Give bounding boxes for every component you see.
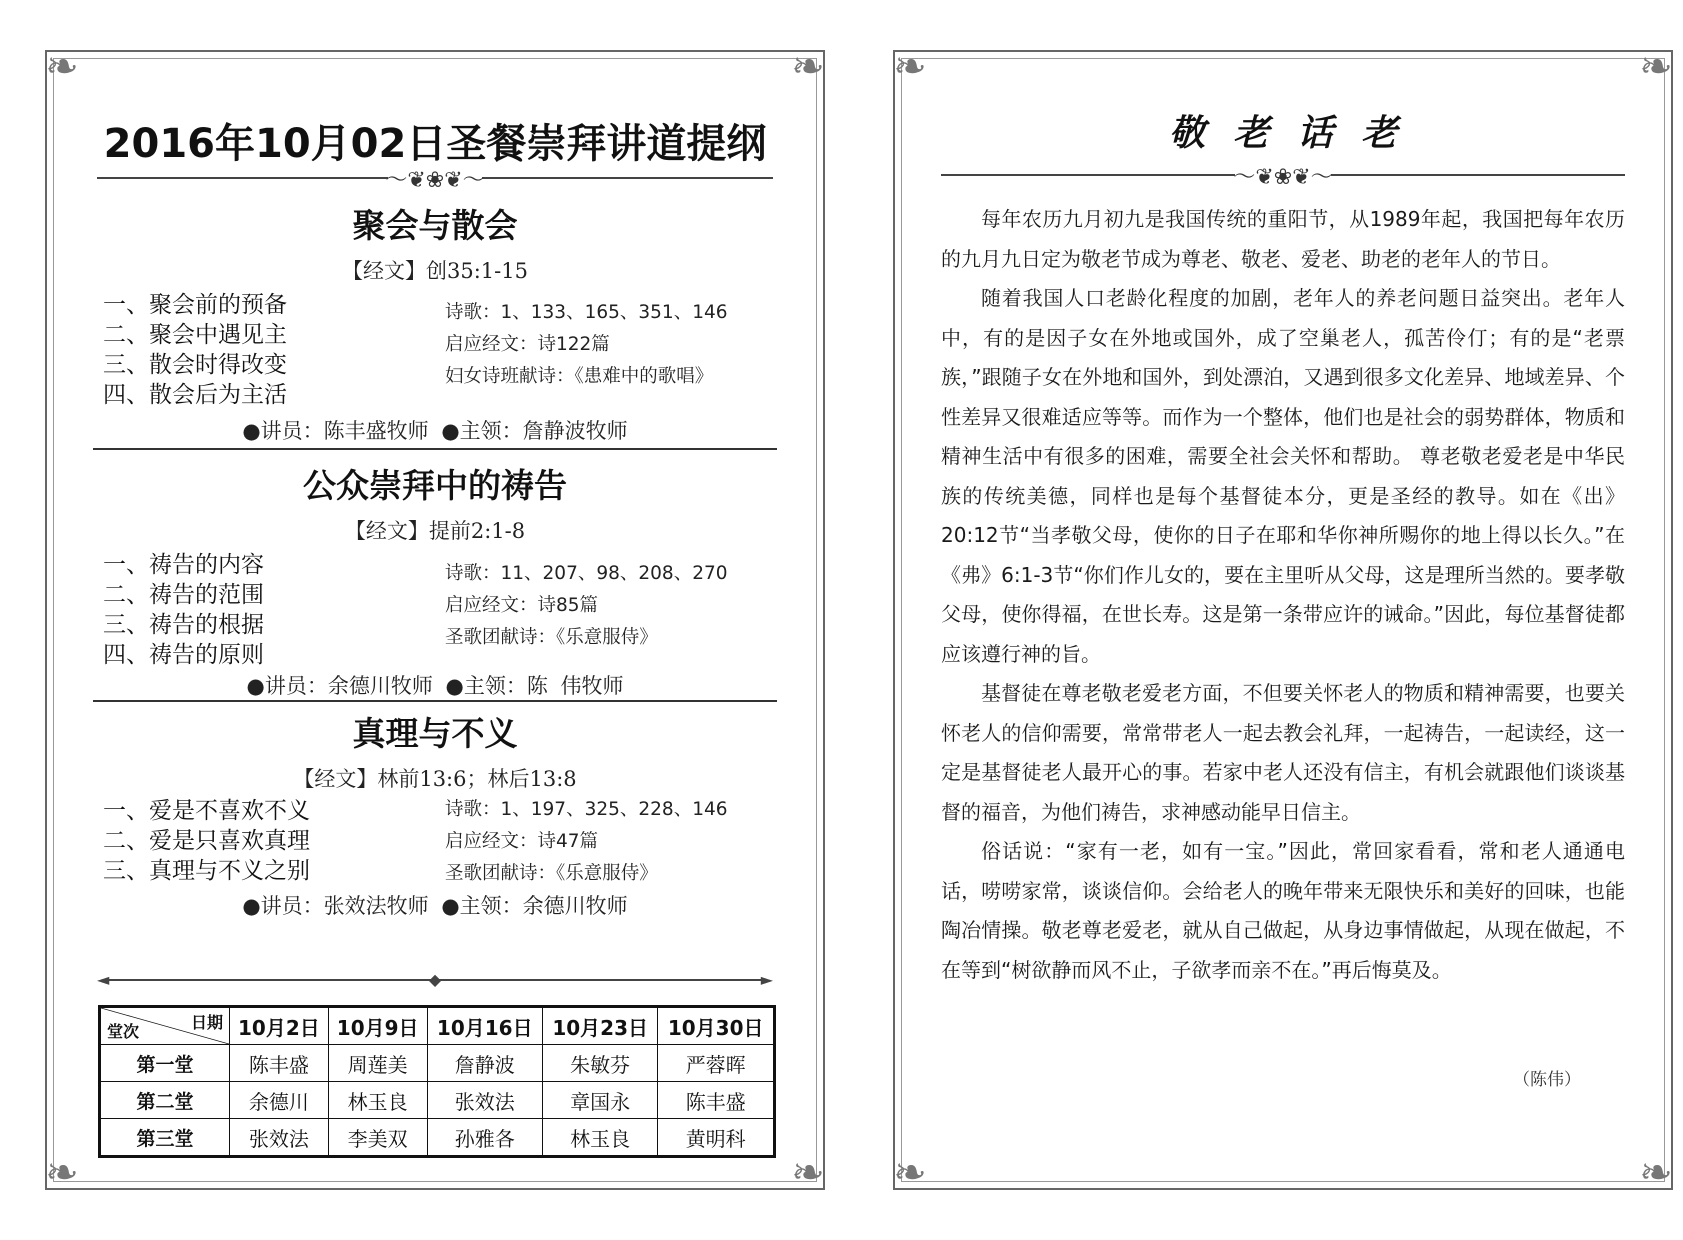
table-cell: 陈丰盛 [230, 1045, 329, 1082]
date-header: 10月23日 [542, 1007, 657, 1045]
corner-ornament-icon: ❧ [1639, 44, 1673, 90]
hymn-info [445, 297, 728, 393]
scripture-ref: 【经文】提前2:1-8 [344, 519, 526, 543]
corner-ornament-icon: ❧ [45, 1150, 79, 1196]
scripture-ref: 【经文】林前13:6；林后13:8 [293, 767, 577, 791]
table-cell: 李美双 [328, 1119, 427, 1157]
table-cell: 朱敏芬 [542, 1045, 657, 1082]
outline-item: 三、真理与不义之别 [103, 858, 310, 884]
article-paragraph: 俗话说：“家有一老，如有一宝。”因此，常回家看看，常和老人通通电话，唠唠家常，谈谈信仰。会给老人的晚年带来无限快乐和美好的回味，也能陶冶情操。敬老尊老爱老，就从自己做起，从身边事情做起，从现在做起，不在等到“树欲静而风不止，子欲孝而亲不在。”再后悔莫及。 [941, 839, 1625, 982]
diamond-icon: ◆ [428, 970, 442, 989]
preacher-schedule-table [98, 1005, 776, 1158]
hymn-line: 妇女诗班献诗：《患难中的歌唱》 [445, 366, 714, 387]
speaker-line: ●讲员：余德川牧师 ●主领：陈 伟牧师 [246, 674, 624, 698]
table-header-row [100, 1007, 775, 1045]
title-ornament-divider [941, 160, 1625, 190]
sermon-outline [103, 290, 287, 410]
arrow-divider [97, 970, 773, 990]
corner-ornament-icon: ❧ [791, 44, 825, 90]
arrow-right-icon: ► [760, 970, 773, 989]
article-paragraph: 基督徒在尊老敬老爱老方面，不但要关怀老人的物质和精神需要，也要关怀老人的信仰需要，常常带老人一起去教会礼拜，一起祷告，一起读经，这一定是基督徒老人最开心的事。若家中老人还没有信主，有机会就跟他们谈谈基督的福音，为他们祷告，求神感动能早日信主。 [941, 681, 1625, 824]
article-paragraph: 随着我国人口老龄化程度的加剧，老年人的养老问题日益突出。老年人中，有的是因子女在外地或国外，成了空巢老人，孤苦伶仃；有的是“老票族，”跟随子女在外地和国外，到处漂泊，又遇到很多文化差异、地域差异、个性差异又很难适应等等。而作为一个整体，他们也是社会的弱势群体，物质和精神生活中有很多的困难，需要全社会关怀和帮助。 尊老敬老爱老是中华民族的传统美德，同样也是每个基督徒本分，更是圣经的教导。如在《出》20:12节“当孝敬父母，使你的日子在耶和华你神所赐你的地上得以长久。”在《弗》6:1-3节“你们作儿女的，要在主里听从父母，这是理所当然的。要孝敬父母，使你得福，在世长寿。这是第一条带应许的诫命。”因此，每位基督徒都应该遵行神的旨。 [941, 286, 1625, 666]
sermon-outline [103, 550, 264, 670]
table-cell: 林玉良 [328, 1082, 427, 1119]
article-paragraph: 每年农历九月初九是我国传统的重阳节，从1989年起，我国把每年农历的九月九日定为敬老节成为尊老、敬老、爱老、助老的老年人的节日。 [941, 207, 1625, 271]
date-header: 10月30日 [658, 1007, 775, 1045]
service-label: 第三堂 [100, 1119, 230, 1157]
outline-item: 三、祷告的根据 [103, 612, 264, 638]
table-row [100, 1082, 775, 1119]
hymn-info [445, 794, 728, 890]
outline-item: 二、爱是只喜欢真理 [103, 828, 310, 854]
outline-item: 四、祷告的原则 [103, 642, 264, 668]
flourish-icon: ～❦❀❦～ [385, 168, 485, 193]
table-cell: 张效法 [427, 1082, 542, 1119]
sermon-3 [95, 708, 775, 948]
table-cell: 余德川 [230, 1082, 329, 1119]
hymn-line: 诗歌：1、197、325、228、146 [445, 799, 728, 820]
sermon-title: 聚会与散会 [352, 206, 518, 245]
hymn-line: 诗歌：11、207、98、208、270 [445, 563, 728, 584]
table-cell: 孙雅各 [427, 1119, 542, 1157]
right-page [893, 44, 1673, 1196]
corner-header-cell [100, 1007, 230, 1045]
service-axis-label: 堂次 [107, 1022, 140, 1041]
outline-item: 一、聚会前的预备 [103, 292, 287, 318]
page-title: 2016年10月02日圣餐崇拜讲道提纲 [103, 121, 767, 167]
article-title: 敬老话老 [1168, 112, 1425, 154]
section-divider [93, 448, 777, 450]
corner-ornament-icon: ❧ [45, 44, 79, 90]
sermon-1 [95, 200, 775, 445]
sermon-title: 真理与不义 [352, 714, 518, 753]
date-header: 10月9日 [328, 1007, 427, 1045]
sermon-title: 公众崇拜中的祷告 [303, 466, 567, 505]
outline-item: 二、祷告的范围 [103, 582, 264, 608]
table-row [100, 1119, 775, 1157]
date-header: 10月16日 [427, 1007, 542, 1045]
outline-item: 一、祷告的内容 [103, 552, 264, 578]
corner-ornament-icon: ❧ [791, 1150, 825, 1196]
left-page [45, 44, 825, 1196]
hymn-line: 启应经文：诗85篇 [445, 595, 599, 616]
corner-ornament-icon: ❧ [893, 44, 927, 90]
scripture-ref: 【经文】创35:1-15 [342, 259, 528, 283]
service-label: 第一堂 [100, 1045, 230, 1082]
hymn-info [445, 558, 728, 654]
section-divider [93, 700, 777, 702]
outline-item: 二、聚会中遇见主 [103, 322, 287, 348]
table-cell: 章国永 [542, 1082, 657, 1119]
title-ornament-divider [97, 163, 773, 193]
hymn-line: 圣歌团献诗：《乐意服侍》 [445, 627, 658, 648]
outline-item: 三、散会时得改变 [103, 352, 287, 378]
flourish-icon: ～❦❀❦～ [1233, 165, 1333, 190]
hymn-line: 启应经文：诗122篇 [445, 334, 610, 355]
article-body [941, 200, 1625, 990]
date-axis-label: 日期 [190, 1013, 223, 1032]
corner-ornament-icon: ❧ [893, 1150, 927, 1196]
sermon-2 [95, 460, 775, 705]
service-label: 第二堂 [100, 1082, 230, 1119]
table-cell: 詹静波 [427, 1045, 542, 1082]
table-row [100, 1045, 775, 1082]
table-cell: 林玉良 [542, 1119, 657, 1157]
corner-ornament-icon: ❧ [1639, 1150, 1673, 1196]
table-cell: 严蓉晖 [658, 1045, 775, 1082]
hymn-line: 启应经文：诗47篇 [445, 831, 599, 852]
article-author: （陈伟） [1513, 1070, 1581, 1090]
table-cell: 张效法 [230, 1119, 329, 1157]
date-header: 10月2日 [230, 1007, 329, 1045]
arrow-left-icon: ◄ [97, 970, 110, 989]
speaker-line: ●讲员：陈丰盛牧师 ●主领：詹静波牧师 [242, 419, 628, 443]
hymn-line: 诗歌：1、133、165、351、146 [445, 302, 728, 323]
table-cell: 陈丰盛 [658, 1082, 775, 1119]
speaker-line: ●讲员：张效法牧师 ●主领：余德川牧师 [242, 894, 628, 918]
sermon-outline [103, 796, 310, 886]
table-cell: 周莲美 [328, 1045, 427, 1082]
outline-item: 四、散会后为主活 [103, 382, 287, 408]
table-cell: 黄明科 [658, 1119, 775, 1157]
hymn-line: 圣歌团献诗：《乐意服侍》 [445, 863, 658, 884]
outline-item: 一、爱是不喜欢不义 [103, 798, 310, 824]
